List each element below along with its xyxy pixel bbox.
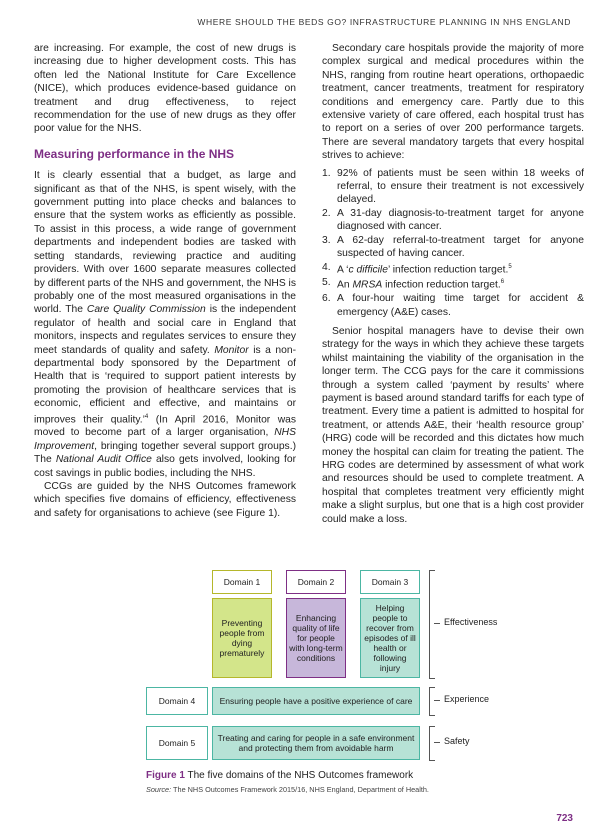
effectiveness-label: Effectiveness [444,617,498,627]
domain-1-label: Domain 1 [212,570,272,594]
list-item: 3. A 62-day referral-to-treatment target for anyone suspected of having cancer. [322,234,584,260]
left-column [34,42,296,520]
paragraph: are increasing. For example, the cost of new drugs is increasing due to higher development costs. This has often led the National Institute for Care Excellence (NICE), which produces evidence-based guidance on treatment and drug effectiveness, to reject recommendation for the use of new drugs as they offer poor value for the NHS. [34,43,296,135]
brace-tick [434,742,440,743]
domain-1-box: Preventing people from dying prematurely [212,598,272,678]
effectiveness-brace [429,570,435,679]
domain-4-label: Domain 4 [146,687,208,715]
domain-2-box: Enhancing quality of life for people with long-term conditions [286,598,346,678]
domain-4-box: Ensuring people have a positive experience of care [212,687,420,715]
figure-source: Source: The NHS Outcomes Framework 2015/16, NHS England, Department of Health. [146,785,429,794]
brace-tick [434,700,440,701]
right-column [322,42,584,526]
domain-3-box: Helping people to recover from episodes of ill health or following injury [360,598,420,678]
experience-label: Experience [444,694,490,704]
list-item: 2. A 31-day diagnosis-to-treatment target for anyone diagnosed with cancer. [322,207,584,233]
safety-label: Safety [444,736,470,746]
page-number: 723 [556,813,573,824]
paragraph: It is clearly essential that a budget, as large and significant as that of the NHS, is spent wisely, with the government putting into place checks and balances to ensure that the system works as efficiently as possible. To assist in this process, a wide range of government departments and independent bodies are tasked with setting standards, reviewing practice and auditing providers. With over 1600 separate measures collected by different parts of the NHS and government, the NHS is probably one of the most measured organisations in the world. The Care Quality Commission is the independent regulator of health and social care in England that monitors, inspects and regulates services to ensure they meet standards of quality and safety. Monitor is a non-departmental body sponsored by the Department of Health that is ‘required to support patient interests by promoting the provision of healthcare services that is economic, efficient and effective, and maintains or improves their quality.’$^4$ (In April 2016, Monitor was moved to become part of a larger organisation, NHS Improvement, bringing together several support groups.) The National Audit Office also gets involved, looking for cost savings in public bodies, including the NHS. [34,170,297,479]
domain-5-label: Domain 5 [146,726,208,760]
paragraph: CCGs are guided by the NHS Outcomes framework which specifies five domains of efficiency, effectiveness and safety for organisations to achieve (see Figure 1). [34,481,296,519]
list-item: 6. A four-hour waiting time target for accident & emergency (A&E) cases. [322,293,584,318]
domain-3-label: Domain 3 [360,570,420,594]
brace-tick [434,623,440,624]
domain-5-box: Treating and caring for people in a safe environment and protecting them from avoidable harm [212,726,420,760]
safety-brace [429,726,435,761]
figure-caption: Figure 1 The five domains of the NHS Outcomes framework [146,770,414,781]
paragraph: Secondary care hospitals provide the majority of more complex surgical and medical procedures within the NHS, ranging from routine heart operations, orthopaedic treatment, cancer treatments, treatment for respiratory conditions and emergency care. Partly due to this extensive variety of care offered, each hospital trust has to report on a series of over 200 performance targets. There are several mandatory targets that every hospital strives to achieve: [322,43,584,162]
section-heading: Measuring performance in the NHS [34,146,235,161]
domain-2-label: Domain 2 [286,570,346,594]
figure-diagram [0,570,605,770]
list-item: 4. A ‘c difficile’ infection reduction target.$^5$ [322,261,512,275]
running-header: WHERE SHOULD THE BEDS GO? INFRASTRUCTURE PLANNING IN NHS ENGLAND [197,17,571,27]
experience-brace [429,687,435,716]
target-list [322,167,584,319]
list-item: 1. 92% of patients must be seen within 18 weeks of referral, to ensure their treatment is not excessively delayed. [322,167,584,206]
list-item: 5. An MRSA infection reduction target.$^6$ [322,277,505,291]
paragraph: Senior hospital managers have to devise their own strategy for the ways in which they achieve these targets whilst maintaining the viability of the organisation in the longer term. The CCG pays for the care it commissions through a system called ‘payment by results’ where payment is based around standard tariffs for each type of treatment. Every time a patient is admitted to hospital for treatment, or attends A&E, their ‘health resource group’ (HRG) code will be recorded and this dictates how much money the hospital can claim for treating the patient. The HRG codes are determined by assessment of what work and resources should be used to complete treatment. A hospital that completes treatment very efficiently might make a slight surplus, but one that is a high cost provider could make a loss. [322,325,584,525]
